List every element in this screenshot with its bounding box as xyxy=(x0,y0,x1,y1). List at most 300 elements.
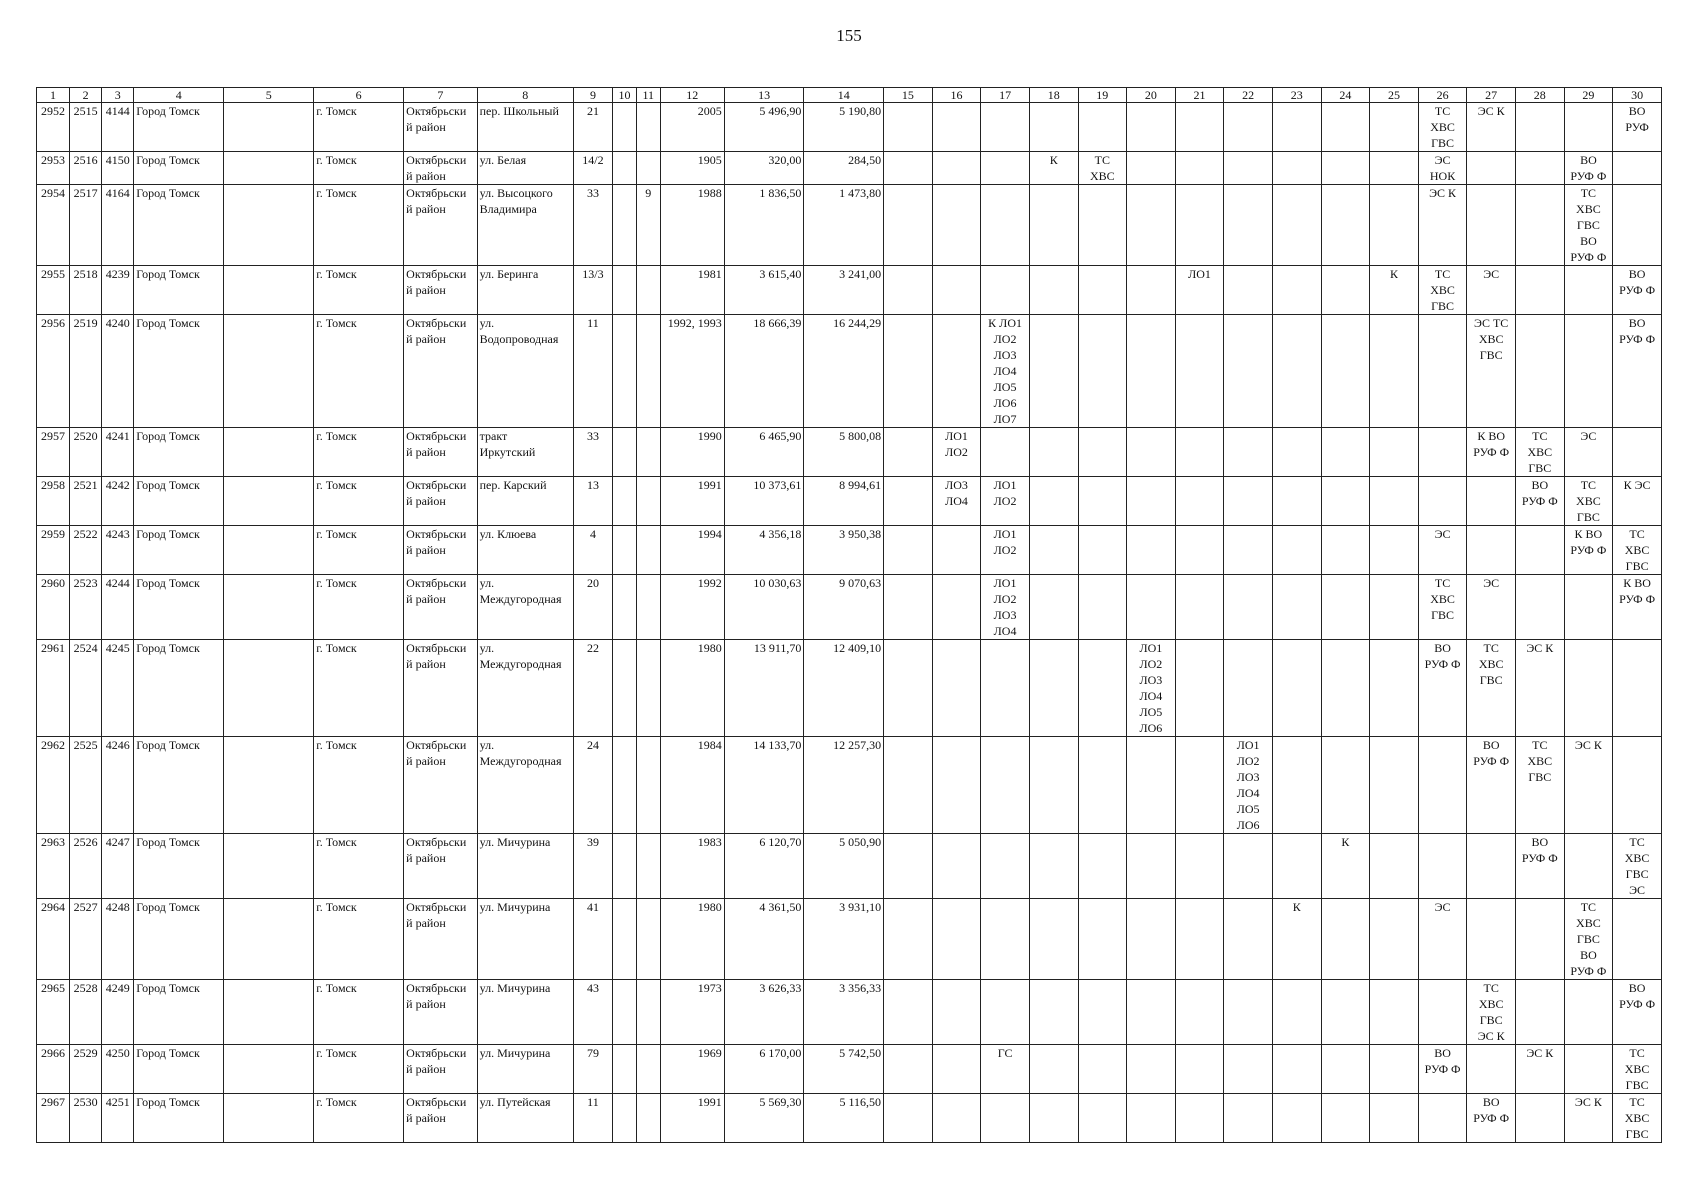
table-cell xyxy=(1175,640,1224,737)
table-cell: ВО РУФ Ф xyxy=(1515,477,1564,526)
column-header-4: 4 xyxy=(134,88,224,103)
table-cell xyxy=(884,185,933,266)
column-header-17: 17 xyxy=(981,88,1030,103)
table-cell xyxy=(613,1045,637,1094)
table-cell xyxy=(1370,103,1419,152)
table-cell: ТС ХВС ГВС xyxy=(1418,575,1467,640)
table-cell: 3 931,10 xyxy=(804,899,884,980)
table-row xyxy=(37,103,1662,152)
table-cell xyxy=(1127,152,1176,185)
table-cell xyxy=(981,640,1030,737)
table-cell xyxy=(613,899,637,980)
table-cell: 3 626,33 xyxy=(724,980,804,1045)
table-row xyxy=(37,640,1662,737)
table-cell: ВО РУФ Ф xyxy=(1418,640,1467,737)
table-cell xyxy=(224,152,314,185)
table-cell xyxy=(932,980,981,1045)
table-cell: 2955 xyxy=(37,266,70,315)
table-cell xyxy=(932,103,981,152)
table-cell: ЛО1 ЛО2 xyxy=(932,428,981,477)
table-cell xyxy=(1175,526,1224,575)
table-cell: 9 070,63 xyxy=(804,575,884,640)
table-cell xyxy=(1321,737,1370,834)
table-cell: ЭС xyxy=(1564,428,1613,477)
page-number: 155 xyxy=(836,26,862,45)
column-header-25: 25 xyxy=(1370,88,1419,103)
table-cell: 4251 xyxy=(102,1094,134,1143)
table-cell xyxy=(884,1094,933,1143)
table-cell xyxy=(1175,185,1224,266)
table-cell: 1973 xyxy=(660,980,724,1045)
table-cell xyxy=(932,1045,981,1094)
table-cell xyxy=(1515,980,1564,1045)
table-cell: ул. Мичурина xyxy=(477,899,573,980)
table-cell: г. Томск xyxy=(314,980,404,1045)
table-cell xyxy=(1224,899,1273,980)
table-cell xyxy=(1467,834,1516,899)
table-cell: Октябрьски й район xyxy=(404,980,477,1045)
table-cell xyxy=(1467,1045,1516,1094)
table-cell: Октябрьски й район xyxy=(404,899,477,980)
table-cell xyxy=(1613,737,1662,834)
table-cell xyxy=(1613,185,1662,266)
table-row xyxy=(37,477,1662,526)
table-cell: 18 666,39 xyxy=(724,315,804,428)
table-cell xyxy=(1029,1094,1078,1143)
table-cell xyxy=(1224,640,1273,737)
table-cell: 2962 xyxy=(37,737,70,834)
table-cell: 16 244,29 xyxy=(804,315,884,428)
table-cell: ул. Междугородная xyxy=(477,575,573,640)
table-cell: ул. Междугородная xyxy=(477,737,573,834)
column-header-8: 8 xyxy=(477,88,573,103)
table-cell: 1905 xyxy=(660,152,724,185)
table-cell xyxy=(1127,834,1176,899)
table-cell xyxy=(613,526,637,575)
table-cell xyxy=(1175,315,1224,428)
table-cell xyxy=(1564,980,1613,1045)
table-cell: ЛО1 xyxy=(1175,266,1224,315)
table-cell xyxy=(1418,477,1467,526)
table-cell xyxy=(1515,185,1564,266)
table-cell xyxy=(1321,640,1370,737)
table-cell xyxy=(1321,1045,1370,1094)
table-cell xyxy=(224,737,314,834)
table-cell xyxy=(1127,1094,1176,1143)
table-cell xyxy=(932,834,981,899)
table-cell xyxy=(636,315,660,428)
table-cell xyxy=(613,428,637,477)
table-cell xyxy=(1272,185,1321,266)
table-cell: 9 xyxy=(636,185,660,266)
table-cell xyxy=(1272,315,1321,428)
table-cell: 284,50 xyxy=(804,152,884,185)
table-cell: 1969 xyxy=(660,1045,724,1094)
table-cell xyxy=(1224,575,1273,640)
table-cell: 2518 xyxy=(70,266,102,315)
table-cell: 14/2 xyxy=(573,152,612,185)
table-cell xyxy=(932,575,981,640)
table-cell xyxy=(981,1094,1030,1143)
table-cell: Город Томск xyxy=(134,152,224,185)
table-cell: К ЛО1 ЛО2 ЛО3 ЛО4 ЛО5 ЛО6 ЛО7 xyxy=(981,315,1030,428)
table-cell: 2961 xyxy=(37,640,70,737)
table-cell xyxy=(1272,737,1321,834)
table-cell xyxy=(1224,980,1273,1045)
table-cell: г. Томск xyxy=(314,575,404,640)
table-cell xyxy=(1370,428,1419,477)
table-cell xyxy=(884,477,933,526)
table-row xyxy=(37,899,1662,980)
table-cell xyxy=(884,315,933,428)
table-cell: ТС ХВС ГВС ВО РУФ Ф xyxy=(1564,899,1613,980)
table-cell xyxy=(1418,737,1467,834)
table-cell: г. Томск xyxy=(314,266,404,315)
table-cell xyxy=(224,428,314,477)
table-cell xyxy=(636,737,660,834)
table-cell: 3 950,38 xyxy=(804,526,884,575)
table-cell: Октябрьски й район xyxy=(404,575,477,640)
table-cell xyxy=(636,1045,660,1094)
table-cell xyxy=(1370,185,1419,266)
table-cell xyxy=(1515,899,1564,980)
table-cell xyxy=(1515,526,1564,575)
table-cell: Город Томск xyxy=(134,640,224,737)
table-cell xyxy=(224,1094,314,1143)
table-cell: Город Томск xyxy=(134,1045,224,1094)
table-cell xyxy=(1370,575,1419,640)
table-cell xyxy=(1078,315,1127,428)
table-cell xyxy=(1370,1094,1419,1143)
table-cell xyxy=(981,152,1030,185)
table-cell: ул. Мичурина xyxy=(477,834,573,899)
table-cell: ТС ХВС xyxy=(1078,152,1127,185)
table-cell xyxy=(613,737,637,834)
table-cell: К xyxy=(1272,899,1321,980)
column-header-30: 30 xyxy=(1613,88,1662,103)
table-cell xyxy=(1224,477,1273,526)
table-cell xyxy=(1370,980,1419,1045)
table-cell: ЭС xyxy=(1467,266,1516,315)
table-cell: 4244 xyxy=(102,575,134,640)
column-header-16: 16 xyxy=(932,88,981,103)
table-cell xyxy=(1078,185,1127,266)
table-cell: 2530 xyxy=(70,1094,102,1143)
table-cell: г. Томск xyxy=(314,834,404,899)
table-cell xyxy=(981,103,1030,152)
table-cell xyxy=(884,737,933,834)
table-cell: Город Томск xyxy=(134,899,224,980)
table-cell: 4 361,50 xyxy=(724,899,804,980)
table-cell xyxy=(1321,526,1370,575)
table-cell: 2959 xyxy=(37,526,70,575)
table-cell: г. Томск xyxy=(314,428,404,477)
table-cell xyxy=(1175,737,1224,834)
column-header-7: 7 xyxy=(404,88,477,103)
table-cell: Октябрьски й район xyxy=(404,185,477,266)
table-cell: пер. Карский xyxy=(477,477,573,526)
table-cell xyxy=(1175,1045,1224,1094)
table-cell xyxy=(1370,899,1419,980)
table-cell: 4243 xyxy=(102,526,134,575)
table-cell: Город Томск xyxy=(134,737,224,834)
table-cell: 43 xyxy=(573,980,612,1045)
table-cell: 2964 xyxy=(37,899,70,980)
table-cell xyxy=(1127,428,1176,477)
table-cell: ЭС К xyxy=(1418,185,1467,266)
table-cell: Город Томск xyxy=(134,103,224,152)
table-cell xyxy=(224,980,314,1045)
table-cell: 13/3 xyxy=(573,266,612,315)
table-cell: ЛО3 ЛО4 xyxy=(932,477,981,526)
table-cell xyxy=(1370,315,1419,428)
table-cell: 5 496,90 xyxy=(724,103,804,152)
table-cell xyxy=(1418,315,1467,428)
table-row xyxy=(37,1094,1662,1143)
table-cell: 2960 xyxy=(37,575,70,640)
table-cell xyxy=(1029,526,1078,575)
table-cell: ул. Мичурина xyxy=(477,1045,573,1094)
table-cell: Город Томск xyxy=(134,477,224,526)
table-cell: 4242 xyxy=(102,477,134,526)
table-cell xyxy=(884,152,933,185)
table-row xyxy=(37,315,1662,428)
table-cell xyxy=(613,1094,637,1143)
table-cell xyxy=(613,266,637,315)
table-cell: ТС ХВС ГВС xyxy=(1418,266,1467,315)
table-cell: 39 xyxy=(573,834,612,899)
table-cell xyxy=(1029,1045,1078,1094)
table-cell xyxy=(1272,152,1321,185)
table-cell xyxy=(613,640,637,737)
table-cell: ТС ХВС ГВС ВО РУФ Ф xyxy=(1564,185,1613,266)
table-cell: ВО РУФ xyxy=(1613,103,1662,152)
table-cell: ЭС ТС ХВС ГВС xyxy=(1467,315,1516,428)
table-cell xyxy=(981,428,1030,477)
table-cell xyxy=(1029,899,1078,980)
table-cell: г. Томск xyxy=(314,315,404,428)
table-cell xyxy=(1029,640,1078,737)
table-cell xyxy=(1370,477,1419,526)
table-cell: 2967 xyxy=(37,1094,70,1143)
table-cell: Октябрьски й район xyxy=(404,526,477,575)
table-cell xyxy=(1224,1045,1273,1094)
table-cell: Октябрьски й район xyxy=(404,152,477,185)
table-cell: К xyxy=(1370,266,1419,315)
table-cell: 2956 xyxy=(37,315,70,428)
table-cell: ЭС К xyxy=(1467,103,1516,152)
table-cell xyxy=(1078,103,1127,152)
table-cell xyxy=(1078,834,1127,899)
table-cell: 1992 xyxy=(660,575,724,640)
table-cell: ТС ХВС ГВС ЭС К xyxy=(1467,980,1516,1045)
table-cell xyxy=(884,428,933,477)
table-cell xyxy=(636,575,660,640)
table-cell: тракт Иркутский xyxy=(477,428,573,477)
table-cell: 2519 xyxy=(70,315,102,428)
table-cell xyxy=(1078,640,1127,737)
table-cell xyxy=(1564,266,1613,315)
table-cell xyxy=(224,477,314,526)
table-cell xyxy=(1127,266,1176,315)
column-header-9: 9 xyxy=(573,88,612,103)
table-cell xyxy=(1272,428,1321,477)
column-header-28: 28 xyxy=(1515,88,1564,103)
table-cell: ЭС xyxy=(1418,526,1467,575)
table-cell: 5 116,50 xyxy=(804,1094,884,1143)
table-cell: 2523 xyxy=(70,575,102,640)
table-cell: Город Томск xyxy=(134,575,224,640)
table-cell xyxy=(1029,575,1078,640)
column-header-29: 29 xyxy=(1564,88,1613,103)
table-cell: 41 xyxy=(573,899,612,980)
table-cell xyxy=(1467,185,1516,266)
table-cell: 3 241,00 xyxy=(804,266,884,315)
table-cell xyxy=(613,575,637,640)
table-cell xyxy=(613,103,637,152)
table-cell xyxy=(1029,428,1078,477)
table-cell xyxy=(1418,980,1467,1045)
table-row xyxy=(37,266,1662,315)
table-cell: ТС ХВС ГВС xyxy=(1418,103,1467,152)
table-cell: 5 050,90 xyxy=(804,834,884,899)
table-row xyxy=(37,980,1662,1045)
table-cell xyxy=(224,1045,314,1094)
table-cell: 4 356,18 xyxy=(724,526,804,575)
table-cell: ТС ХВС ГВС xyxy=(1613,1094,1662,1143)
table-cell: К ВО РУФ Ф xyxy=(1564,526,1613,575)
table-cell: 3 615,40 xyxy=(724,266,804,315)
table-cell xyxy=(224,899,314,980)
table-cell: 1980 xyxy=(660,899,724,980)
table-cell: ВО РУФ Ф xyxy=(1613,980,1662,1045)
table-cell xyxy=(1175,152,1224,185)
table-cell: ТС ХВС ГВС xyxy=(1613,1045,1662,1094)
table-cell xyxy=(224,315,314,428)
table-cell: Октябрьски й район xyxy=(404,103,477,152)
table-cell: ул. Белая xyxy=(477,152,573,185)
table-cell: Город Томск xyxy=(134,266,224,315)
table-cell: Октябрьски й район xyxy=(404,477,477,526)
table-row xyxy=(37,185,1662,266)
table-cell: ЭС НОК xyxy=(1418,152,1467,185)
table-cell xyxy=(636,834,660,899)
table-cell xyxy=(981,266,1030,315)
table-cell xyxy=(1224,315,1273,428)
table-cell: ЛО1 ЛО2 xyxy=(981,477,1030,526)
table-cell xyxy=(1224,834,1273,899)
table-cell: Город Томск xyxy=(134,980,224,1045)
table-cell xyxy=(1078,428,1127,477)
table-cell: г. Томск xyxy=(314,1094,404,1143)
table-cell: ул. Водопроводная xyxy=(477,315,573,428)
column-header-14: 14 xyxy=(804,88,884,103)
table-cell xyxy=(884,526,933,575)
table-cell: 3 356,33 xyxy=(804,980,884,1045)
table-cell: 1984 xyxy=(660,737,724,834)
table-header-row xyxy=(37,88,1662,103)
table-cell xyxy=(1078,477,1127,526)
table-cell xyxy=(1127,103,1176,152)
column-header-24: 24 xyxy=(1321,88,1370,103)
table-cell: 1994 xyxy=(660,526,724,575)
table-cell: 12 257,30 xyxy=(804,737,884,834)
table-cell: 4245 xyxy=(102,640,134,737)
table-cell xyxy=(1127,185,1176,266)
table-cell xyxy=(1224,1094,1273,1143)
table-cell: 2520 xyxy=(70,428,102,477)
table-cell: г. Томск xyxy=(314,640,404,737)
table-cell xyxy=(1515,1094,1564,1143)
column-header-5: 5 xyxy=(224,88,314,103)
table-cell xyxy=(1418,834,1467,899)
table-cell: ЭС xyxy=(1418,899,1467,980)
table-cell xyxy=(1029,315,1078,428)
table-cell: 2516 xyxy=(70,152,102,185)
table-cell xyxy=(1127,526,1176,575)
column-header-10: 10 xyxy=(613,88,637,103)
table-cell: ВО РУФ Ф xyxy=(1515,834,1564,899)
table-cell: 4247 xyxy=(102,834,134,899)
table-cell: 2522 xyxy=(70,526,102,575)
column-header-3: 3 xyxy=(102,88,134,103)
table-cell xyxy=(884,103,933,152)
table-cell xyxy=(1321,477,1370,526)
table-cell xyxy=(1078,266,1127,315)
table-cell: 11 xyxy=(573,1094,612,1143)
column-header-26: 26 xyxy=(1418,88,1467,103)
table-cell xyxy=(1175,477,1224,526)
table-cell: 1991 xyxy=(660,477,724,526)
table-cell xyxy=(1224,152,1273,185)
table-cell: 4150 xyxy=(102,152,134,185)
table-cell: ЛО1 ЛО2 ЛО3 ЛО4 ЛО5 ЛО6 xyxy=(1224,737,1273,834)
table-cell: К ВО РУФ Ф xyxy=(1613,575,1662,640)
table-cell: 20 xyxy=(573,575,612,640)
table-cell xyxy=(1029,477,1078,526)
table-cell xyxy=(613,185,637,266)
table-cell xyxy=(932,152,981,185)
table-cell xyxy=(1467,526,1516,575)
table-cell xyxy=(1127,575,1176,640)
table-cell: пер. Школьный xyxy=(477,103,573,152)
column-header-13: 13 xyxy=(724,88,804,103)
table-cell: 1990 xyxy=(660,428,724,477)
table-cell xyxy=(1029,103,1078,152)
table-cell xyxy=(1418,1094,1467,1143)
table-cell xyxy=(1175,103,1224,152)
table-cell: 13 911,70 xyxy=(724,640,804,737)
table-cell: 2528 xyxy=(70,980,102,1045)
table-cell: Город Томск xyxy=(134,428,224,477)
table-cell xyxy=(1272,477,1321,526)
table-cell: ВО РУФ Ф xyxy=(1467,737,1516,834)
table-cell xyxy=(1370,152,1419,185)
table-cell xyxy=(613,980,637,1045)
table-cell: 2953 xyxy=(37,152,70,185)
table-cell xyxy=(224,640,314,737)
table-cell xyxy=(884,575,933,640)
table-cell xyxy=(1321,103,1370,152)
table-cell: г. Томск xyxy=(314,737,404,834)
table-cell: Октябрьски й район xyxy=(404,834,477,899)
column-header-21: 21 xyxy=(1175,88,1224,103)
table-cell xyxy=(1370,834,1419,899)
table-cell: ЭС К xyxy=(1564,737,1613,834)
table-cell: 4164 xyxy=(102,185,134,266)
table-cell xyxy=(1272,640,1321,737)
table-cell xyxy=(636,526,660,575)
